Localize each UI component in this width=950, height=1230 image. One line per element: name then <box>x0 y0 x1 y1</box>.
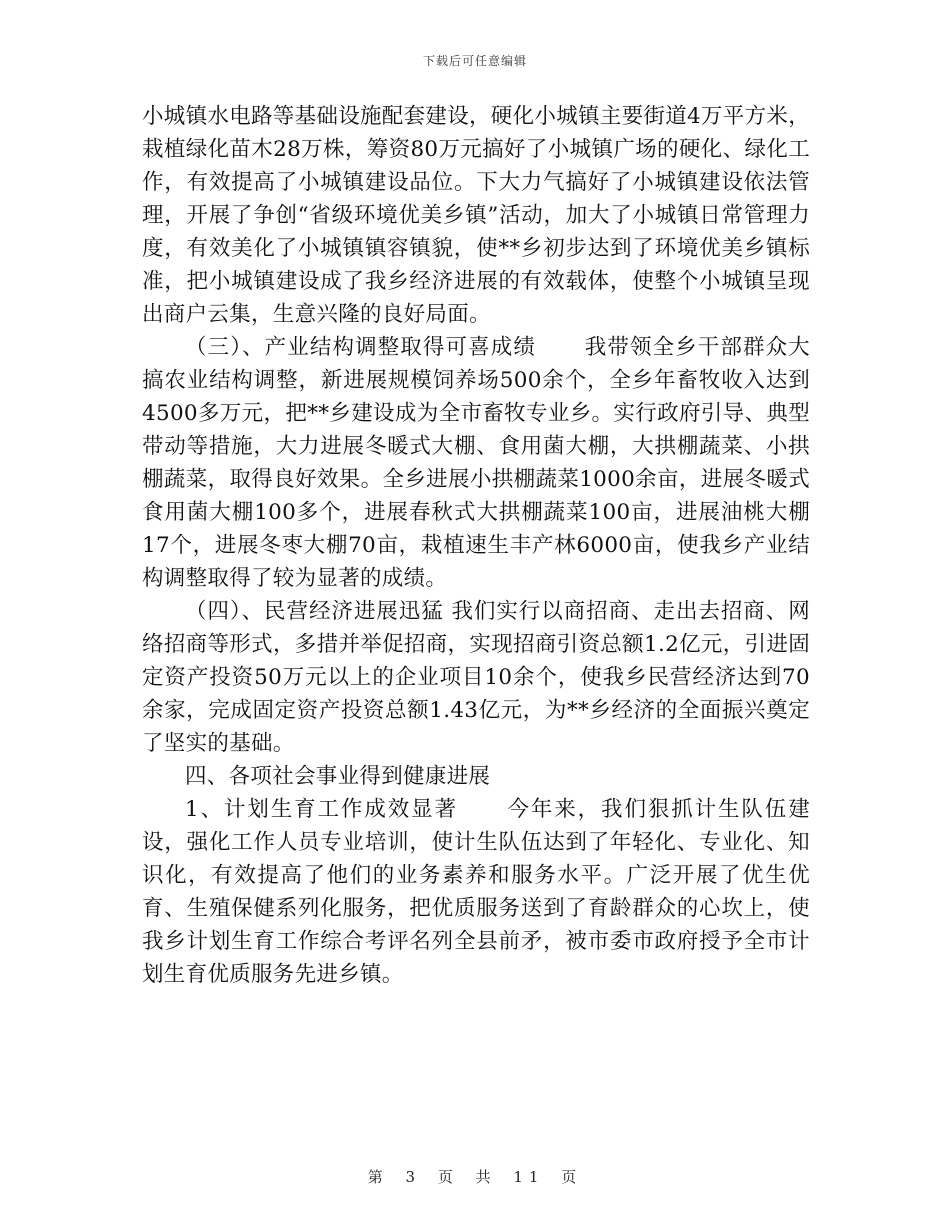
page-header: 下载后可任意编辑 <box>422 54 527 68</box>
paragraph-private-economy <box>142 595 810 760</box>
paragraph-family-planning <box>142 793 810 991</box>
paragraph-industry-structure <box>142 331 810 595</box>
section-heading-family-planning: 1、计划生育工作成效显著 <box>185 797 458 822</box>
section-heading-industry: （三）、产业结构调整取得可喜成绩 <box>185 335 536 360</box>
section-heading-social-affairs: 四、各项社会事业得到健康进展 <box>185 764 491 789</box>
document-body <box>142 100 810 991</box>
section-heading-private-economy: （四）、民营经济进展迅猛 <box>185 599 444 624</box>
section-text-private-economy: 我们实行以商招商、走出去招商、网络招商等形式，多措并举促招商，实现招商引资总额1.2亿元，引进固定资产投资50万元以上的企业项目10余个，使我乡民营经济达到70余家，完成固定资产投资总额1.43亿元，为**乡经济的全面振兴奠定了坚实的基础。 <box>142 599 810 756</box>
section-text-industry: 我带领全乡干部群众大搞农业结构调整，新进展规模饲养场500余个，全乡年畜牧收入达到4500多万元，把**乡建设成为全市畜牧专业乡。实行政府引导、典型带动等措施，大力进展冬暖式大棚、食用菌大棚，大拱棚蔬菜、小拱棚蔬菜，取得良好效果。全乡进展小拱棚蔬菜1000余亩，进展冬暖式食用菌大棚100多个，进展春秋式大拱棚蔬菜100亩，进展油桃大棚17个，进展冬枣大棚70亩，栽植速生丰产林6000亩，使我乡产业结构调整取得了较为显著的成绩。 <box>142 335 810 591</box>
paragraph-infrastructure: 小城镇水电路等基础设施配套建设，硬化小城镇主要街道4万平方米，栽植绿化苗木28万株，筹资80万元搞好了小城镇广场的硬化、绿化工作，有效提高了小城镇建设品位。下大力气搞好了小城镇建设依法管理，开展了争创“省级环境优美乡镇”活动，加大了小城镇日常管理力度，有效美化了小城镇镇容镇貌，使**乡初步达到了环境优美乡镇标准，把小城镇建设成了我乡经济进展的有效载体，使整个小城镇呈现出商户云集，生意兴隆的良好局面。 <box>142 104 810 327</box>
page-number: 第 3 页 共 11 页 <box>367 1168 583 1186</box>
section-text-family-planning: 今年来，我们狠抓计生队伍建设，强化工作人员专业培训，使计生队伍达到了年轻化、专业化、知识化，有效提高了他们的业务素养和服务水平。广泛开展了优生优育、生殖保健系列化服务，把优质服务送到了育龄群众的心坎上，使我乡计划生育工作综合考评名列全县前矛，被市委市政府授予全市计划生育优质服务先进乡镇。 <box>142 797 810 987</box>
